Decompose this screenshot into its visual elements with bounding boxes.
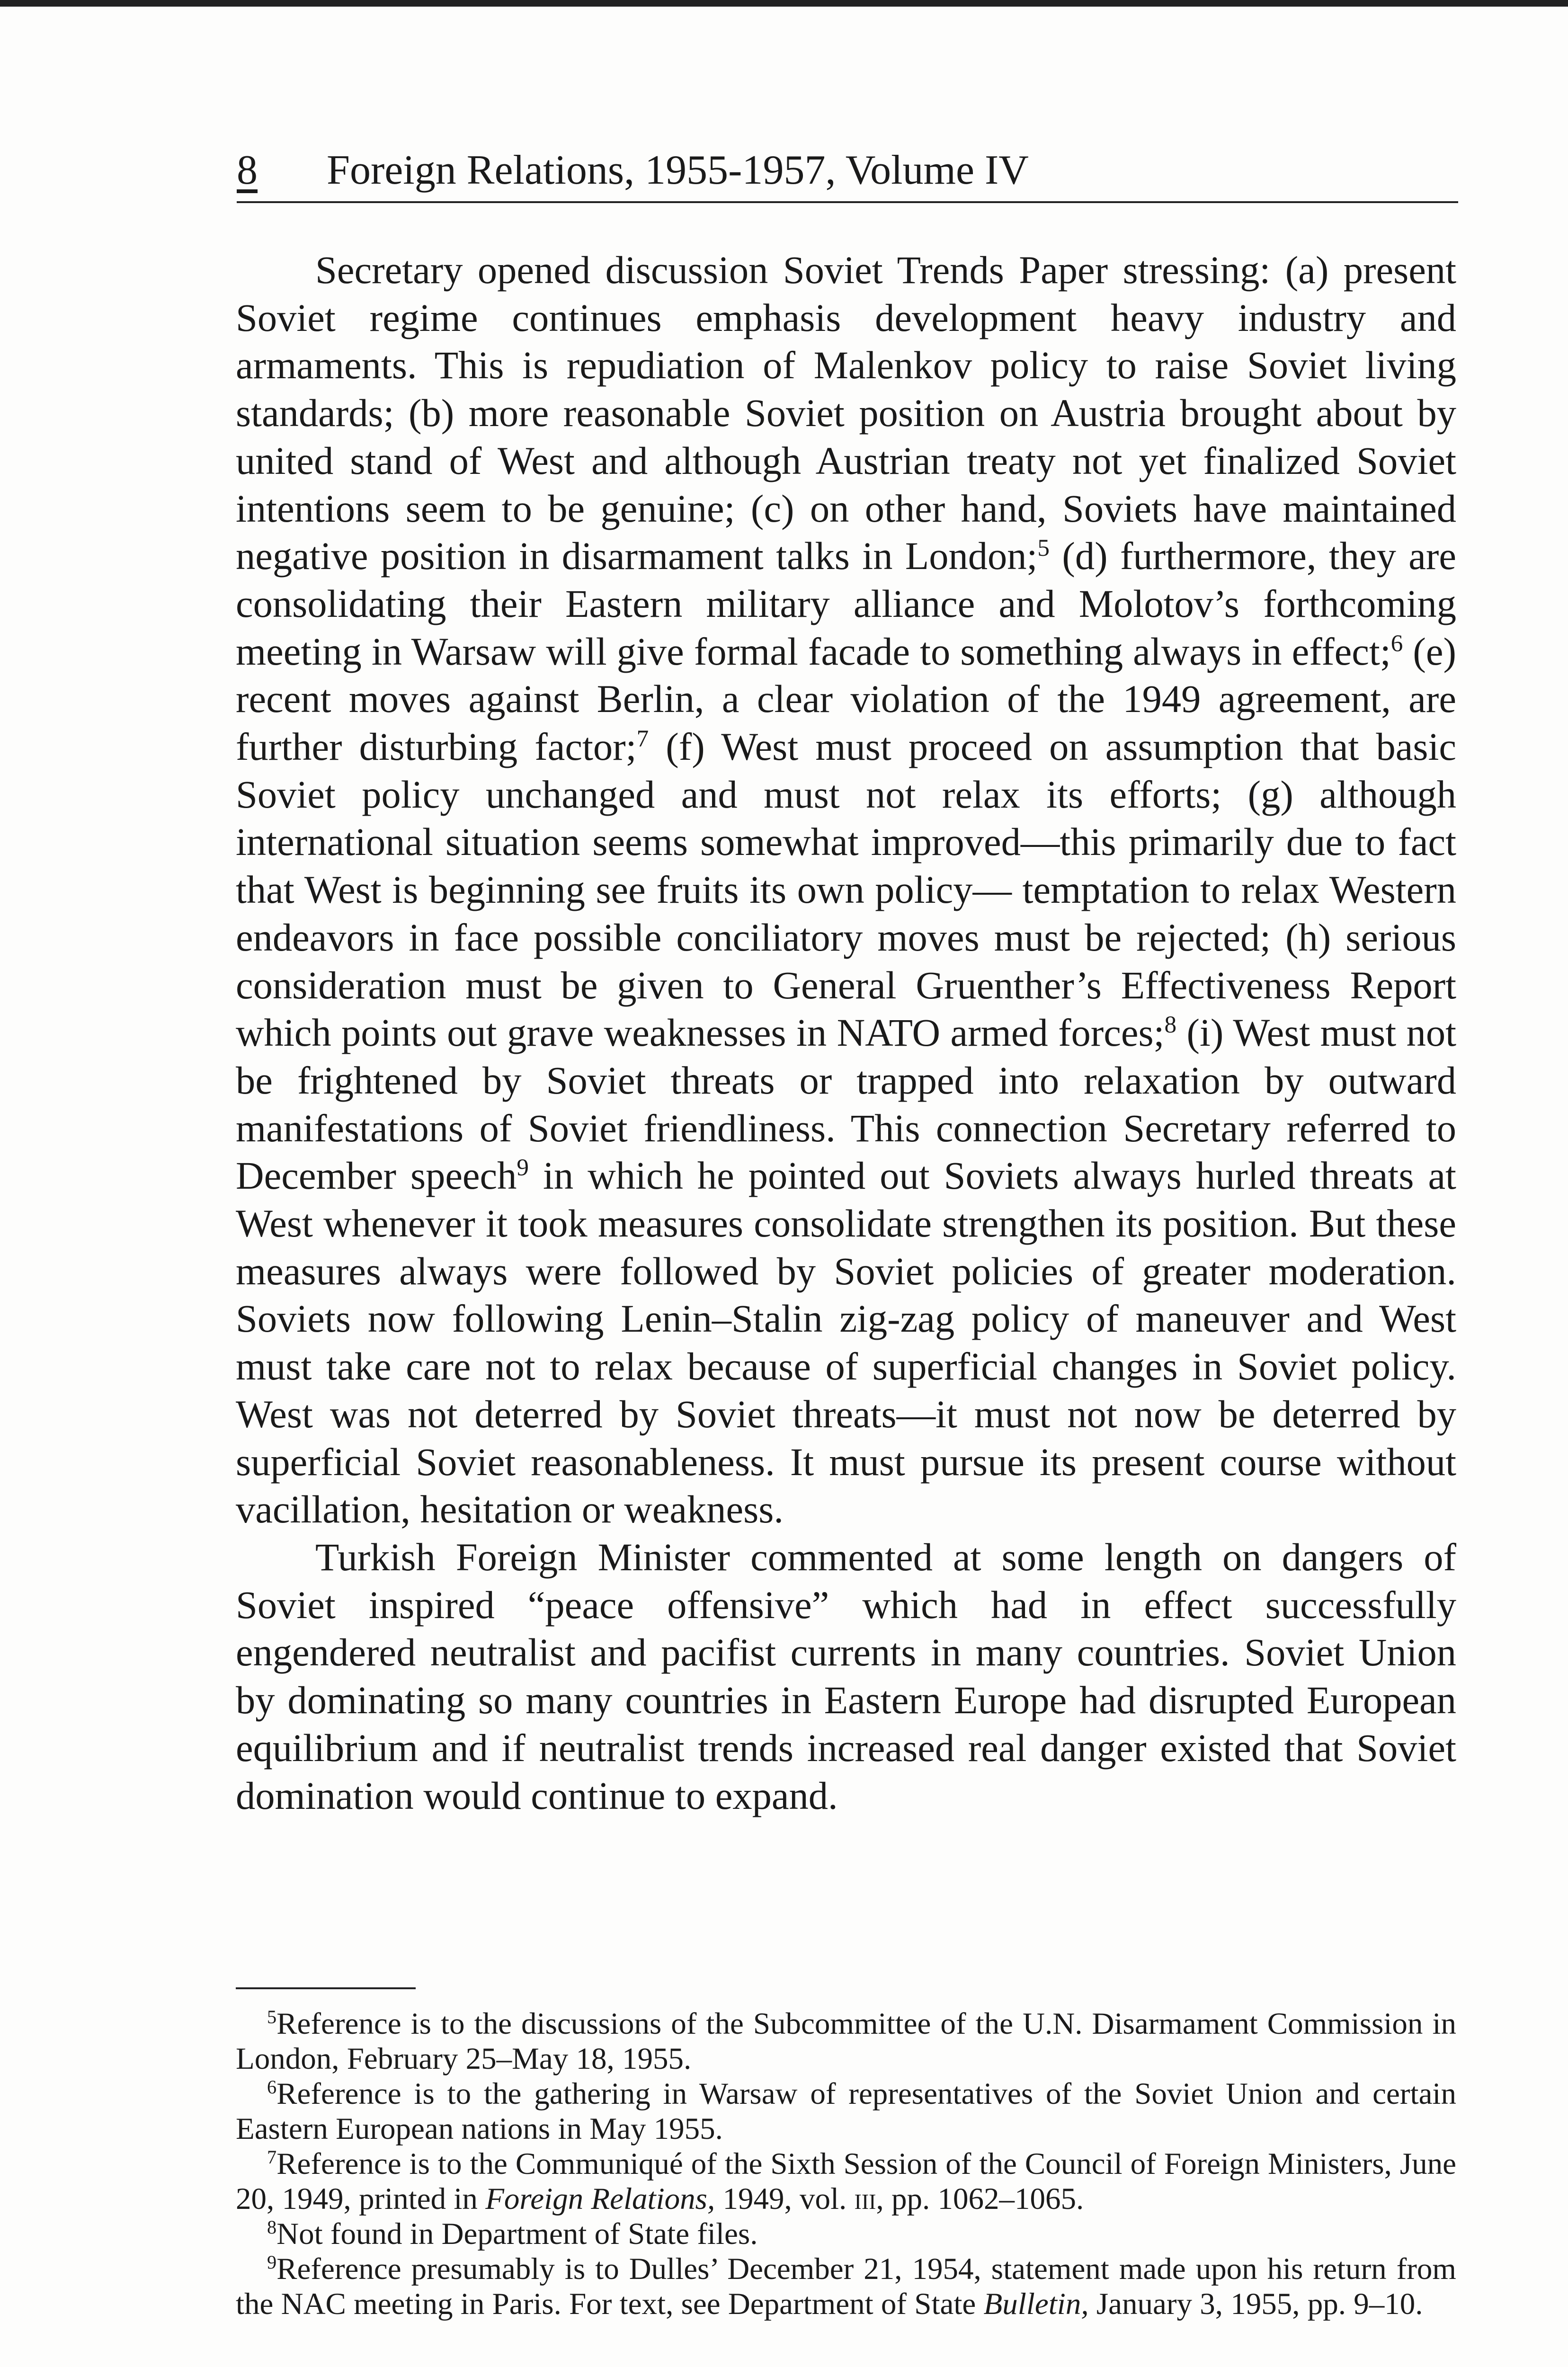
paragraph-1-text-b: (d) furthermore, they are consolidating their Eastern military alliance and Molotov’s forthcoming meeting in Warsaw will give formal facade to something always in effect; bbox=[236, 534, 1456, 673]
footnote-8 bbox=[236, 2216, 1456, 2251]
footnote-9-text-b: January 3, 1955, pp. 9–10. bbox=[1088, 2287, 1423, 2321]
footnote-ref-8[interactable]: 8 bbox=[1164, 1011, 1177, 1039]
body-text bbox=[236, 246, 1456, 1819]
running-head bbox=[237, 144, 1458, 203]
footnote-5 bbox=[236, 2006, 1456, 2076]
footnote-9-text-a: Reference presumably is to Dulles’ December 21, 1954, statement made upon his return from the NAC meeting in Paris. For text, see Department of State bbox=[236, 2252, 1456, 2321]
footnote-6-text: Reference is to the gathering in Warsaw of representatives of the Soviet Union and certain Eastern European nations in May 1955. bbox=[236, 2077, 1456, 2146]
footnote-6-number: 6 bbox=[267, 2076, 277, 2098]
footnote-8-number: 8 bbox=[267, 2216, 277, 2238]
footnote-6 bbox=[236, 2076, 1456, 2146]
footnote-5-number: 5 bbox=[267, 2006, 277, 2028]
footnote-ref-6[interactable]: 6 bbox=[1390, 630, 1403, 657]
footnote-ref-7[interactable]: 7 bbox=[636, 725, 649, 752]
paragraph-turkish-minister: Turkish Foreign Minister commented at some length on dangers of Soviet inspired “peace offensive” which had in effect successfully engendered neutralist and pacifist currents in many countries. Soviet Union by dominating so many countries in Eastern Europe had disrupted European equilibrium and if neutralist trends increased real danger existed that Soviet domination would continue to expand. bbox=[236, 1535, 1456, 1817]
footnote-8-text: Not found in Department of State files. bbox=[276, 2217, 758, 2251]
footnote-7-number: 7 bbox=[267, 2146, 277, 2168]
page-number: 8 bbox=[237, 147, 258, 193]
footnote-ref-5[interactable]: 5 bbox=[1037, 534, 1050, 562]
footnote-5-text: Reference is to the discussions of the Subcommittee of the U.N. Disarmament Commission in London, February 25–May 18, 1955. bbox=[236, 2007, 1456, 2076]
footnote-ref-9[interactable]: 9 bbox=[517, 1154, 529, 1182]
footnote-7-text-b: 1949, vol. bbox=[715, 2182, 855, 2216]
footnote-divider bbox=[236, 1987, 416, 1989]
footnote-7-text-c: , pp. 1062–1065. bbox=[876, 2182, 1084, 2216]
footnote-7-italic-title: Foreign Relations, bbox=[485, 2182, 715, 2216]
top-edge-rule bbox=[0, 0, 1568, 7]
footnote-9 bbox=[236, 2251, 1456, 2322]
paragraph-1-text-e: (i) West must not be frightened by Soviet threats or trapped into relaxation by outward manifestations of Soviet friendliness. This connection Secretary referred to December speech bbox=[236, 1011, 1456, 1198]
footnote-7-volume: iii bbox=[854, 2182, 876, 2216]
footnote-7 bbox=[236, 2146, 1456, 2216]
footnote-9-number: 9 bbox=[267, 2251, 277, 2273]
paragraph-1-text-d: (f) West must proceed on assumption that basic Soviet policy unchanged and must not relax its efforts; (g) although international situation seems somewhat improved—this primarily due to fact that West is beginning see fruits its own policy— temptation to relax Western endeavors in face possible conciliatory moves must be rejected; (h) serious consideration must be given to General Gruenther’s Effectiveness Report which points out grave weaknesses in NATO armed forces; bbox=[236, 725, 1456, 1055]
paragraph-1-text-a: Secretary opened discussion Soviet Trends Paper stressing: (a) present Soviet regime continues emphasis development heavy industry and armaments. This is repudiation of Malenkov policy to raise Soviet living standards; (b) more reasonable Soviet position on Austria brought about by united stand of West and although Austrian treaty not yet finalized Soviet intentions seem to be genuine; (c) on other hand, Soviets have maintained negative position in disarmament talks in London; bbox=[236, 248, 1456, 578]
paragraph-secretary bbox=[236, 246, 1456, 1533]
paragraph-1-text-c: (e) recent moves against Berlin, a clear violation of the 1949 agreement, are further disturbing factor; bbox=[236, 629, 1456, 769]
footnotes bbox=[236, 2006, 1456, 2322]
footnote-9-italic-title: Bulletin, bbox=[983, 2287, 1089, 2321]
paragraph-1-text-f: in which he pointed out Soviets always hurled threats at West whenever it took measures consolidate strengthen its position. But these measures always were followed by Soviet policies of greater moderation. Soviets now following Lenin–Stalin zig-zag policy of maneuver and West must take care not to relax because of superficial changes in Soviet policy. West was not deterred by Soviet threats—it must not now be deterred by superficial Soviet reasonableness. It must pursue its present course without vacillation, hesitation or weakness. bbox=[236, 1154, 1456, 1531]
volume-title: Foreign Relations, 1955-1957, Volume IV bbox=[327, 147, 1029, 193]
footnote-7-text-a: Reference is to the Communiqué of the Sixth Session of the Council of Foreign Ministers, June 20, 1949, printed in bbox=[236, 2147, 1456, 2216]
